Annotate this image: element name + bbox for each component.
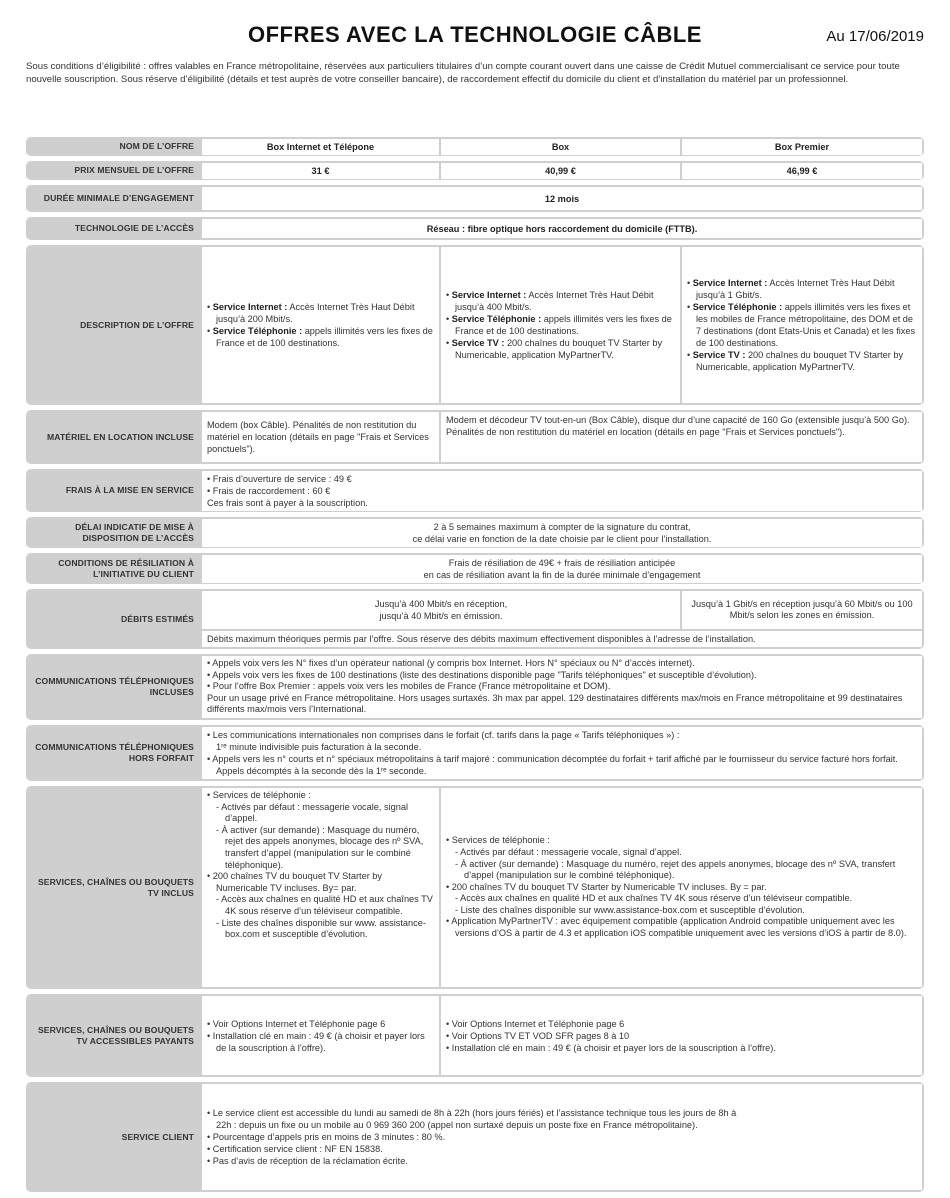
list-item: • Service TV : 200 chaînes du bouquet TV Starter by Numericable, application MyPartnerTV. bbox=[687, 349, 917, 373]
list-item: • Appels vers les n° courts et n° spéciaux métropolitains à tarif majoré : communication décomptée du forfait + tarif affiché par le fournisseur du service facturé hors forfait. Appels décomptés à la seconde dès la 1ʳᵉ seconde. bbox=[207, 753, 917, 777]
included-calls-note: Pour un usage privé en France métropolitaine. Hors usages surtaxés. 3h max par appel. 129 destinataires différents max/mois en France métropolitaine et 99 destinataires différents max/mois vers l’International. bbox=[207, 692, 903, 714]
row-label: COMMUNICATIONS TÉLÉPHONIQUES HORS FORFAIT bbox=[35, 742, 194, 763]
list-item: • Application MyPartnerTV : avec équipement compatible (application Android compatible uniquement avec les versions d’OS à partir de 4.3 et application iOS compatible uniquement avec les versions d’iOS à partir de 8.0). bbox=[446, 916, 917, 939]
row-label: TECHNOLOGIE DE L’ACCÈS bbox=[74, 223, 194, 233]
list-item: • Service Internet : Accès Internet Très Haut Débit jusqu’à 200 Mbit/s. bbox=[207, 301, 434, 325]
row-label: MATÉRIEL EN LOCATION INCLUSE bbox=[47, 431, 194, 442]
row-label: SERVICE CLIENT bbox=[121, 1131, 194, 1142]
row-termination-conditions bbox=[26, 553, 924, 584]
paid-services-box-and-premier bbox=[441, 996, 922, 1075]
row-label: FRAIS À LA MISE EN SERVICE bbox=[65, 485, 194, 495]
list-item: • Frais de raccordement : 60 € bbox=[207, 485, 368, 497]
row-paid-services bbox=[26, 994, 924, 1077]
list-item: • Voir Options Internet et Téléphonie page 6 bbox=[207, 1018, 434, 1030]
row-rental-equipment bbox=[26, 410, 924, 464]
list-item: • Les communications internationales non comprises dans le forfait (cf. tarifs dans la page « Tarifs téléphoniques ») : 1ʳᵉ minute indivisible puis facturation à la seconde. bbox=[207, 729, 917, 753]
document-date: Au 17/06/2019 bbox=[826, 28, 924, 45]
description-box-premier bbox=[682, 247, 922, 403]
list-item: • Service TV : 200 chaînes du bouquet TV Starter by Numericable, application MyPartnerTV. bbox=[446, 337, 675, 361]
list-item: • Installation clé en main : 49 € (à choisir et payer lors de la souscription à l’offre). bbox=[446, 1042, 776, 1054]
list-item: • Service Internet : Accès Internet Très Haut Débit jusqu’à 400 Mbit/s. bbox=[446, 289, 675, 313]
equipment-box-internet-telephone: Modem (box Câble). Pénalités de non restitution du matériel en location (détails en page "Frais et Services ponctuels"). bbox=[202, 412, 439, 462]
row-included-services bbox=[26, 786, 924, 989]
row-label: NOM DE L’OFFRE bbox=[119, 141, 194, 151]
row-extra-calls bbox=[26, 725, 924, 781]
row-minimum-commitment bbox=[26, 185, 924, 212]
list-item: • Appels voix vers les fixes de 100 destinations (liste des destinations disponible page "Tarifs téléphoniques" et susceptible d’évolution). bbox=[207, 670, 917, 682]
price-box-premier: 46,99 € bbox=[682, 163, 922, 179]
page-title: OFFRES AVEC LA TECHNOLOGIE CÂBLE bbox=[248, 22, 702, 47]
customer-service-value bbox=[202, 1084, 922, 1190]
list-item: • Service Téléphonie : appels illimités vers les fixes de France et de 100 destinations. bbox=[446, 313, 675, 337]
list-item: • 200 chaînes TV du bouquet TV Starter by Numericable TV incluses. By= par. - Accès aux chaînes en qualité HD et aux chaînes TV 4K sous réserve d’un téléviseur compatible. - Liste des chaînes disponible sur www. assistance-box.com et susceptible d’évolution. bbox=[207, 871, 434, 941]
speeds-box-premier: Jusqu’à 1 Gbit/s en réception jusqu’à 60 Mbit/s ou 100 Mbit/s selon les zones en émission. bbox=[682, 591, 922, 629]
row-label: DURÉE MINIMALE D’ENGAGEMENT bbox=[43, 193, 194, 203]
setup-fees-value bbox=[202, 471, 922, 511]
list-item: • Voir Options Internet et Téléphonie page 6 bbox=[446, 1018, 776, 1030]
commitment-duration: 12 mois bbox=[202, 187, 922, 210]
termination-value: Frais de résiliation de 49€ + frais de résiliation anticipée en cas de résiliation avant la fin de la durée minimale d’engagement bbox=[202, 555, 922, 583]
list-item: • Voir Options TV ET VOD SFR pages 8 à 10 bbox=[446, 1030, 776, 1042]
offer-name-box-premier: Box Premier bbox=[682, 139, 922, 155]
services-box-and-premier bbox=[441, 788, 922, 987]
access-technology-value: Réseau : fibre optique hors raccordement du domicile (FTTB). bbox=[202, 219, 922, 238]
list-item: • Services de téléphonie : - Activés par défaut : messagerie vocale, signal d’appel. - À activer (sur demande) : Masquage du numéro, rejet des appels anonymes, blocage des nº SVA, transfert d’appel (manipulation sur le combiné téléphonique). bbox=[446, 835, 917, 881]
access-delay-value: 2 à 5 semaines maximum à compter de la signature du contrat, ce délai varie en fonction de la date choisie par le client pour l’installation. bbox=[202, 519, 922, 547]
list-item: • Service Téléphonie : appels illimités vers les fixes de France et de 100 destinations. bbox=[207, 325, 434, 349]
row-monthly-price bbox=[26, 161, 924, 180]
equipment-box-and-premier: Modem et décodeur TV tout-en-un (Box Câble), disque dur d’une capacité de 160 Go (extensible jusqu’à 500 Go). Pénalités de non restitution du matériel en location (détails en page "Frais et Services ponctuels"). bbox=[441, 412, 922, 462]
row-label: COMMUNICATIONS TÉLÉPHONIQUES INCLUSES bbox=[35, 676, 194, 697]
extra-calls-value bbox=[202, 727, 922, 779]
intro-text: Sous conditions d’éligibilité : offres valables en France métropolitaine, réservées aux particuliers titulaires d’un compte courant ouvert dans une caisse de Crédit Mutuel commercialisant ce service pour toute nouvelle souscription. Sous réserve d’éligibilité (détails et test auprès de votre conseiller bancaire), de raccordement effectif du domicile du client et d’installation du matériel par un professionnel. bbox=[26, 61, 900, 85]
list-item: • Pour l’offre Box Premier : appels voix vers les mobiles de France (France métropolitaine et DOM). bbox=[207, 681, 917, 693]
row-access-delay bbox=[26, 517, 924, 548]
offers-table bbox=[26, 137, 924, 1197]
description-box-internet-telephone bbox=[202, 247, 439, 403]
services-box-internet-telephone bbox=[202, 788, 439, 987]
list-item: • Service Internet : Accès Internet Très Haut Débit jusqu’à 1 Gbit/s. bbox=[687, 277, 917, 301]
offer-name-box: Box bbox=[441, 139, 680, 155]
row-label: SERVICES, CHAÎNES OU BOUQUETS TV INCLUS bbox=[37, 876, 194, 898]
paid-services-box-internet-telephone bbox=[202, 996, 439, 1075]
row-customer-service bbox=[26, 1082, 924, 1192]
row-setup-fees bbox=[26, 469, 924, 512]
speeds-box-internet-and-box: Jusqu’à 400 Mbit/s en réception, jusqu’à 40 Mbit/s en émission. bbox=[202, 591, 680, 629]
list-item: • 200 chaînes TV du bouquet TV Starter by Numericable TV incluses. By = par. - Accès aux chaînes en qualité HD et aux chaînes TV 4K sous réserve d’un téléviseur compatible. - Liste des chaînes disponible sur www.assistance-box.com et susceptible d’évolution. bbox=[446, 882, 917, 917]
row-label: CONDITIONS DE RÉSILIATION À L’INITIATIVE DU CLIENT bbox=[58, 557, 194, 579]
row-estimated-speeds bbox=[26, 589, 924, 649]
list-item: • Service Téléphonie : appels illimités vers les fixes et les mobiles de France métropolitaine, des DOM et de 7 destinations (dont Etats-Unis et Canada) et les fixes de 100 destinations. bbox=[687, 301, 917, 349]
row-label: DÉLAI INDICATIF DE MISE À DISPOSITION DE L’ACCÈS bbox=[75, 521, 194, 543]
offer-name-box-internet-telephone: Box Internet et Télépone bbox=[202, 139, 439, 155]
list-item: • Pourcentage d’appels pris en moins de 3 minutes : 80 %. bbox=[207, 1131, 747, 1143]
row-offer-name bbox=[26, 137, 924, 156]
row-access-technology bbox=[26, 217, 924, 240]
setup-fees-note: Ces frais sont à payer à la souscription. bbox=[207, 498, 368, 508]
list-item: • Installation clé en main : 49 € (à choisir et payer lors de la souscription à l’offre). bbox=[207, 1030, 434, 1054]
row-label: PRIX MENSUEL DE L’OFFRE bbox=[74, 165, 194, 175]
row-label: SERVICES, CHAÎNES OU BOUQUETS TV ACCESSIBLES PAYANTS bbox=[37, 1024, 194, 1046]
row-included-calls bbox=[26, 654, 924, 720]
list-item: • Frais d’ouverture de service : 49 € bbox=[207, 473, 368, 485]
row-offer-description bbox=[26, 245, 924, 405]
included-calls-value bbox=[202, 656, 922, 718]
row-label: DESCRIPTION DE L’OFFRE bbox=[80, 319, 194, 330]
list-item: • Pas d’avis de réception de la réclamation écrite. bbox=[207, 1155, 747, 1167]
list-item: • Services de téléphonie : - Activés par défaut : messagerie vocale, signal d’appel. - À activer (sur demande) : Masquage du numéro, rejet des appels anonymes, blocage des nº SVA, transfert d’appel (manipulation sur le combiné téléphonique). bbox=[207, 790, 434, 871]
price-box: 40,99 € bbox=[441, 163, 680, 179]
speeds-note: Débits maximum théoriques permis par l’offre. Sous réserve des débits maximum effectivement disponibles à l’adresse de l’installation. bbox=[202, 631, 922, 647]
list-item: • Appels voix vers les N° fixes d’un opérateur national (y compris box Internet. Hors N° spéciaux ou N° d’accès internet). bbox=[207, 658, 917, 670]
price-box-internet-telephone: 31 € bbox=[202, 163, 439, 179]
list-item: • Le service client est accessible du lundi au samedi de 8h à 22h (hors jours fériés) et l’assistance technique tous les jours de 8h à 22h : depuis un fixe ou un mobile au 0 969 360 200 (appel non surtaxé depuis un poste fixe en France métropolitaine). bbox=[207, 1107, 747, 1131]
description-box bbox=[441, 247, 680, 403]
row-label: DÉBITS ESTIMÉS bbox=[120, 613, 194, 624]
list-item: • Certification service client : NF EN 15838. bbox=[207, 1143, 747, 1155]
